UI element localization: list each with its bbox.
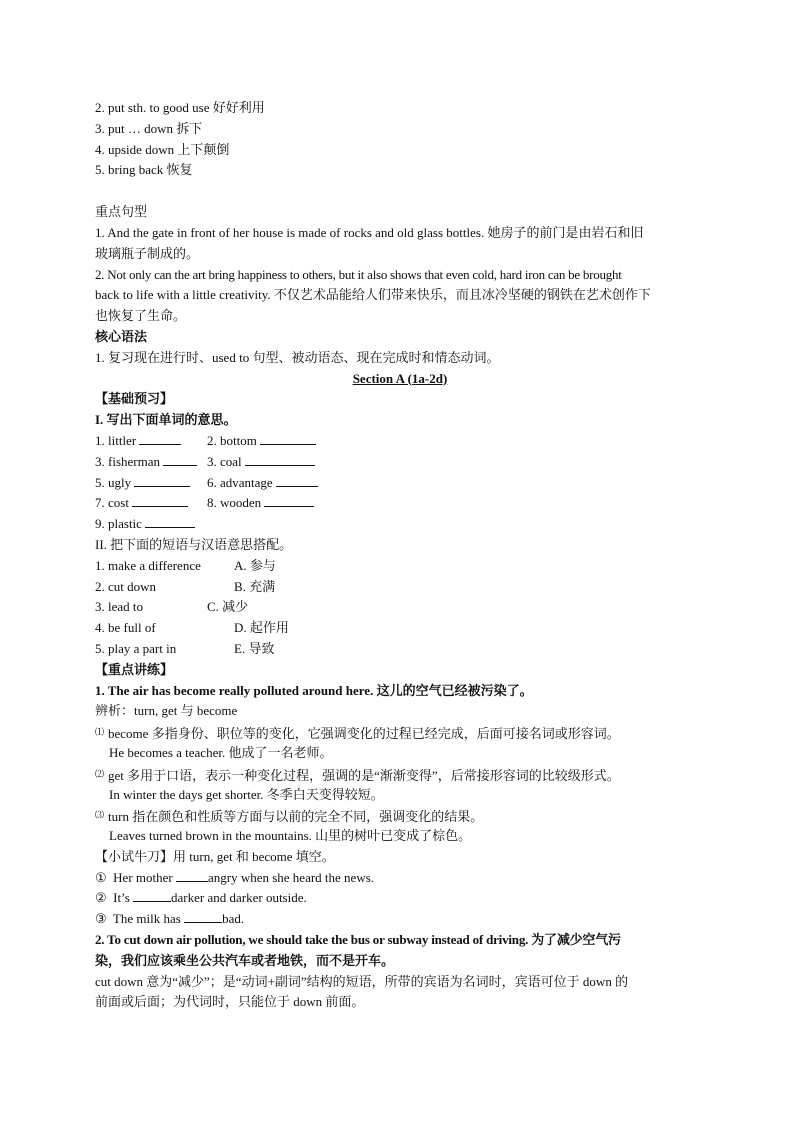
point2-description: cut down 意为“减少”；是“动词+副词”结构的短语，所带的宾语为名词时，宾语可位于 down 的 <box>95 973 629 989</box>
example-text: He becomes a teacher. 他成了一名老师。 <box>109 744 333 760</box>
matching-phrase: 5. play a part in <box>95 640 177 656</box>
phrase-item: 5. bring back 恢复 <box>95 162 193 178</box>
quiz-number: ② <box>95 890 107 906</box>
matching-meaning: B. 充满 <box>234 578 276 594</box>
answer-blank[interactable] <box>133 889 171 902</box>
matching-row <box>95 556 705 577</box>
matching-meaning: C. 减少 <box>207 599 249 615</box>
grammar-line: 1. 复习现在进行时、used to 句型、被动语态、现在完成时和情态动词。 <box>95 349 500 365</box>
point2-title: 2. To cut down air pollution, we should take the bus or subway instead of driving. 为了减少空气污 <box>95 932 621 948</box>
item-number: ⑶ <box>95 810 105 821</box>
key-sentence-line: 1. And the gate in front of her house is made of rocks and old glass bottles. 她房子的前门是由岩石和旧 <box>95 224 644 240</box>
item-number: ⑴ <box>95 727 105 738</box>
word-list <box>95 431 705 535</box>
part2-title: II. 把下面的短语与汉语意思搭配。 <box>95 536 293 552</box>
point1-compare: 辨析：turn, get 与 become <box>95 703 238 719</box>
word-item: 9. plastic <box>95 516 142 532</box>
phrase-item: 4. upside down 上下颠倒 <box>95 141 230 157</box>
quiz-list <box>95 868 705 930</box>
word-row <box>95 473 705 494</box>
explanation-item <box>95 722 705 743</box>
word-item: 5. ugly <box>95 474 132 490</box>
phrase-list <box>95 98 705 181</box>
word-item: 8. wooden <box>207 495 262 511</box>
phrase-item: 2. put sth. to good use 好好利用 <box>95 100 265 115</box>
answer-blank[interactable] <box>163 453 197 466</box>
answer-blank[interactable] <box>276 474 318 487</box>
word-row <box>95 431 705 452</box>
key-sentence-line: 也恢复了生命。 <box>95 308 187 324</box>
quiz-text: angry when she heard the news. <box>207 869 375 885</box>
word-row <box>95 493 705 514</box>
example-text: Leaves turned brown in the mountains. 山里的树叶已变成了棕色。 <box>109 828 472 844</box>
matching-phrase: 4. be full of <box>95 620 156 636</box>
quiz-text: The milk has <box>112 911 181 927</box>
word-row <box>95 514 705 535</box>
example-text: In winter the days get shorter. 冬季白天变得较短。 <box>109 786 384 802</box>
explanation-text: turn 指在颜色和性质等方面与以前的完全不同，强调变化的结果。 <box>108 809 484 825</box>
key-sentences-heading: 重点句型 <box>95 204 148 220</box>
phrase-item: 3. put … down 拆下 <box>95 120 203 136</box>
example-sentence <box>95 826 705 847</box>
quiz-number: ① <box>95 869 107 885</box>
quiz-number: ③ <box>95 911 107 927</box>
word-item: 2. bottom <box>207 432 257 448</box>
matching-list <box>95 556 705 660</box>
quiz-text: It’s <box>113 890 130 906</box>
point1-title: 1. The air has become really polluted around here. 这儿的空气已经被污染了。 <box>95 682 533 698</box>
key-sentence-line: 玻璃瓶子制成的。 <box>95 245 200 261</box>
answer-blank[interactable] <box>264 494 314 507</box>
example-sentence <box>95 785 705 806</box>
item-number: ⑵ <box>95 768 105 779</box>
example-sentence <box>95 743 705 764</box>
answer-blank[interactable] <box>134 474 190 487</box>
answer-blank[interactable] <box>176 869 208 882</box>
answer-blank[interactable] <box>245 453 315 466</box>
explanation-text: become 多指身份、职位等的变化，它强调变化的过程已经完成，后面可接名词或形容词。 <box>108 726 620 742</box>
answer-blank[interactable] <box>260 432 316 445</box>
matching-row <box>95 577 705 598</box>
matching-phrase: 1. make a difference <box>95 557 201 573</box>
matching-phrase: 3. lead to <box>95 599 144 615</box>
point2-description-cont: 前面或后面；为代词时，只能位于 down 前面。 <box>95 994 365 1010</box>
matching-row <box>95 597 705 618</box>
point1-explanations <box>95 722 705 847</box>
explanation-item <box>95 805 705 826</box>
word-item: 7. cost <box>95 495 129 511</box>
matching-row <box>95 618 705 639</box>
point2-title-cont: 染，我们应该乘坐公共汽车或者地铁，而不是开车。 <box>95 952 395 968</box>
training-heading: 【重点讲练】 <box>95 661 174 677</box>
word-item: 6. advantage <box>207 474 273 490</box>
quiz-text: Her mother <box>113 869 173 885</box>
answer-blank[interactable] <box>139 432 181 445</box>
matching-meaning: E. 导致 <box>234 640 275 656</box>
quiz-item <box>95 868 705 889</box>
answer-blank[interactable] <box>184 910 222 923</box>
key-sentence-line: 2. Not only can the art bring happiness to others, but it also shows that even cold, hard iron can be brought <box>95 266 622 282</box>
worksheet-page <box>95 98 705 1013</box>
quiz-text: darker and darker outside. <box>171 890 307 906</box>
quiz-heading: 【小试牛刀】用 turn, get 和 become 填空。 <box>95 848 335 864</box>
answer-blank[interactable] <box>132 494 188 507</box>
key-sentence-line: back to life with a little creativity. 不仅艺术品能给人们带来快乐，而且冰冷坚硬的钢铁在艺术创作下 <box>95 287 651 303</box>
word-item: 1. littler <box>95 432 137 448</box>
word-item: 3. coal <box>207 453 242 469</box>
matching-meaning: A. 参与 <box>234 557 276 573</box>
section-title: Section A (1a-2d) <box>352 370 448 386</box>
matching-meaning: D. 起作用 <box>234 620 289 636</box>
explanation-text: get 多用于口语，表示一种变化过程，强调的是“渐渐变得”，后常接形容词的比较级形式。 <box>108 767 620 783</box>
word-item: 3. fisherman <box>95 453 160 469</box>
word-row <box>95 452 705 473</box>
grammar-heading: 核心语法 <box>95 328 148 344</box>
answer-blank[interactable] <box>145 515 195 528</box>
matching-phrase: 2. cut down <box>95 578 157 594</box>
preview-heading: 【基础预习】 <box>95 391 174 407</box>
quiz-item <box>95 909 705 930</box>
quiz-text: bad. <box>222 911 245 927</box>
part1-title: I. 写出下面单词的意思。 <box>95 412 237 428</box>
quiz-item <box>95 888 705 909</box>
explanation-item <box>95 764 705 785</box>
matching-row <box>95 639 705 660</box>
